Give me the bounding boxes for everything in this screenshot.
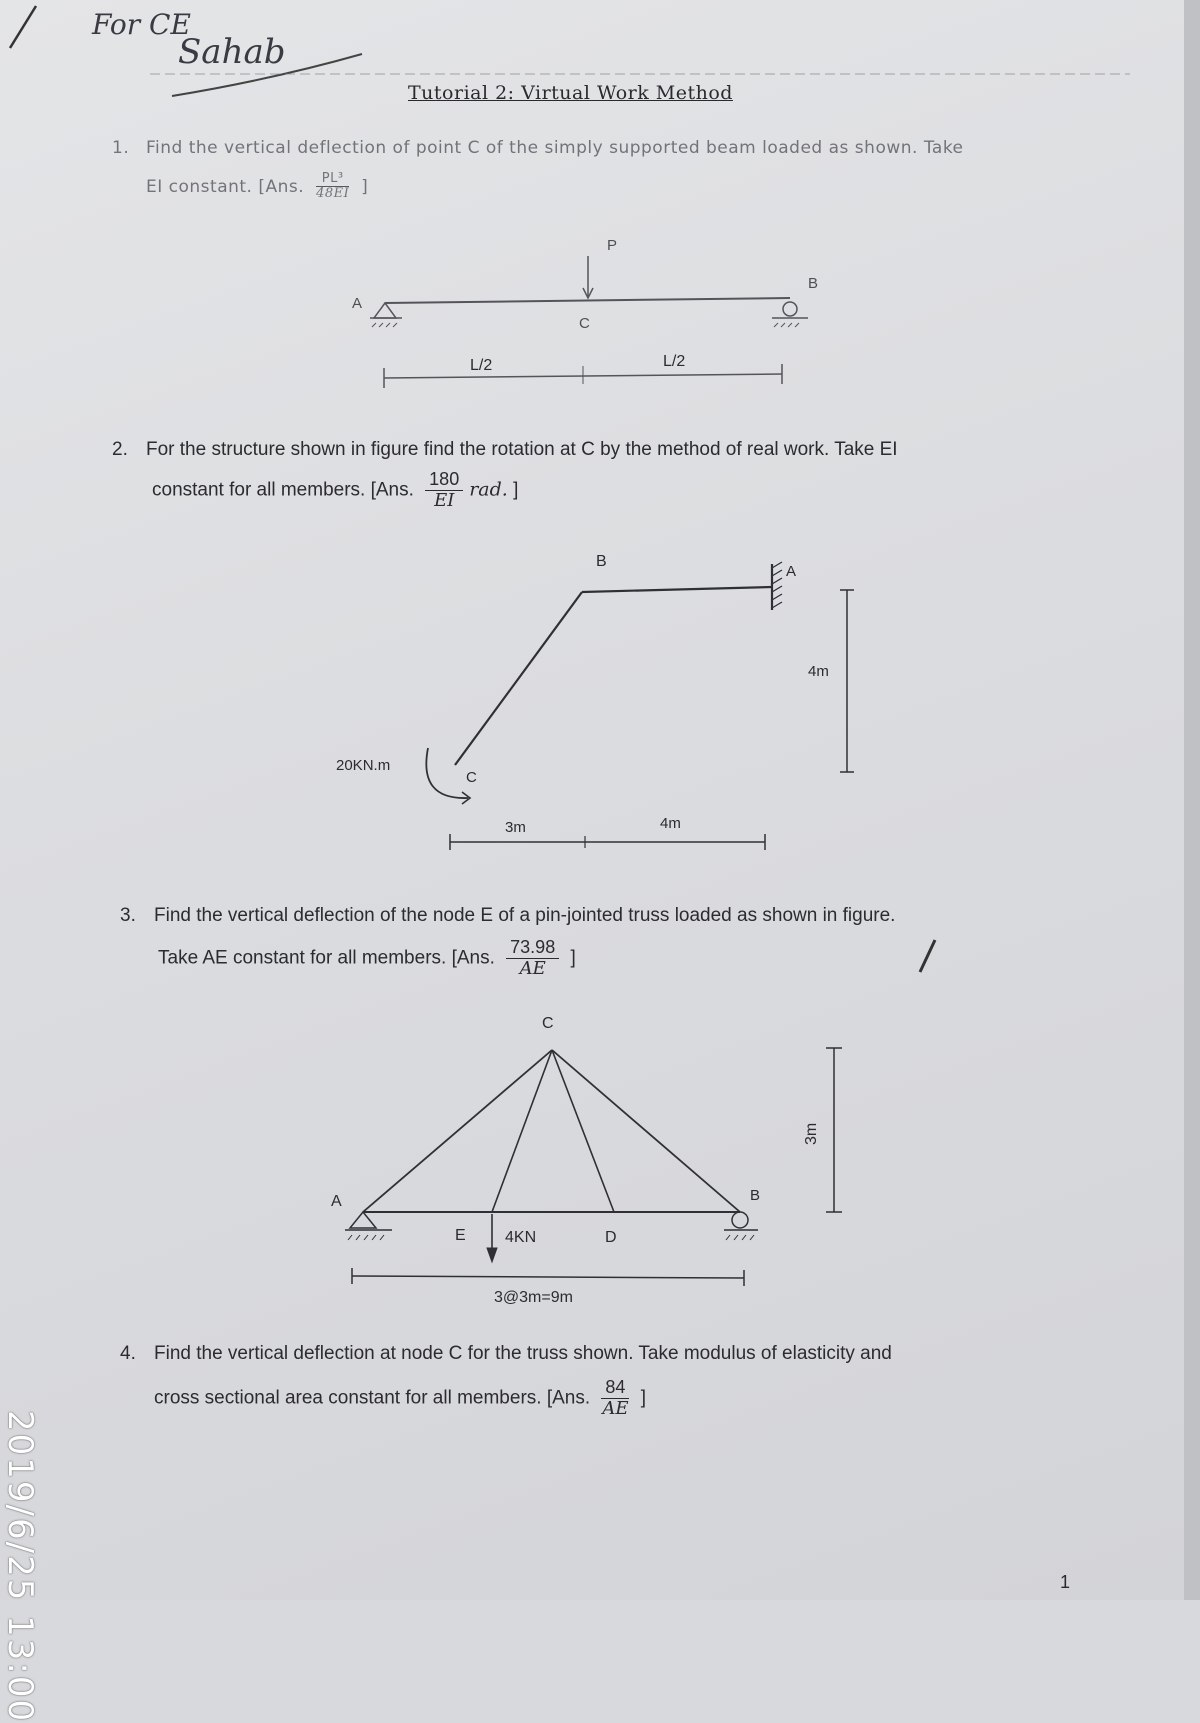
node-label-c: C xyxy=(542,1015,554,1032)
question-number: 2. xyxy=(112,439,128,460)
moment-label: 20KN.m xyxy=(336,757,391,774)
member-bc xyxy=(455,592,582,765)
node-label-e: E xyxy=(455,1227,466,1244)
dimension-span xyxy=(352,1276,744,1278)
node-label-a: A xyxy=(786,563,797,580)
span-label-right: 4m xyxy=(660,815,681,832)
member-cb xyxy=(552,1050,740,1212)
answer-suffix: ] xyxy=(570,947,576,969)
pin-support-icon xyxy=(350,1212,376,1228)
span-label-left: 3m xyxy=(505,819,526,836)
height-label: 4m xyxy=(808,663,829,680)
page-number: 1 xyxy=(1060,1572,1071,1592)
member-ba xyxy=(582,587,772,592)
pen-mark xyxy=(10,6,36,48)
photo-timestamp: 2019/6/25 13:00 xyxy=(0,1410,40,1723)
node-label-c: C xyxy=(466,769,477,786)
span-label: 3@3m=9m xyxy=(494,1289,573,1306)
question-text: For the structure shown in figure find the rotation at C by the method of real work. Take EI xyxy=(146,439,898,460)
question-text: Find the vertical deflection at node C for the truss shown. Take modulus of elasticity and xyxy=(154,1343,892,1364)
answer-suffix: ] xyxy=(640,1387,647,1409)
node-label-b: B xyxy=(750,1187,761,1204)
load-label: 4KN xyxy=(505,1229,537,1246)
signature-underline xyxy=(172,54,362,96)
answer-prefix: EI constant. [Ans. xyxy=(146,176,305,197)
answer-fraction: $\frac{84}{AE}$ xyxy=(602,1377,629,1419)
answer-unit: rad. xyxy=(469,478,508,501)
member-ac xyxy=(363,1050,552,1212)
member-ce xyxy=(492,1050,552,1212)
question-number: 1. xyxy=(112,138,130,158)
answer-prefix: cross sectional area constant for all members. [Ans. xyxy=(154,1387,591,1409)
paper-edge xyxy=(1184,0,1200,1600)
roller-support-icon xyxy=(732,1212,748,1228)
node-label-b: B xyxy=(808,275,819,292)
page-title: Tutorial 2: Virtual Work Method xyxy=(408,82,733,104)
answer-fraction: $\frac{73.98}{AE}$ xyxy=(506,938,559,979)
member-cd xyxy=(552,1050,614,1212)
figure-3-truss xyxy=(345,1048,842,1286)
question-number: 4. xyxy=(120,1343,136,1364)
span-label-left: L/2 xyxy=(470,357,493,374)
span-label-right: L/2 xyxy=(663,353,686,370)
question-text: Find the vertical deflection of the node E of a pin-jointed truss loaded as shown in figure. xyxy=(154,905,896,926)
node-label-a: A xyxy=(331,1193,342,1210)
roller-support-icon xyxy=(783,302,797,316)
node-label-b: B xyxy=(596,553,607,570)
handwritten-signature: Sahab xyxy=(178,32,286,72)
pin-support-icon xyxy=(374,303,396,318)
node-label-d: D xyxy=(605,1229,617,1246)
answer-fraction: $\frac{180}{EI}$ xyxy=(425,470,463,511)
node-label-c: C xyxy=(579,315,590,332)
beam xyxy=(385,298,790,303)
question-text: Find the vertical deflection of point C of the simply supported beam loaded as shown. Take xyxy=(146,138,964,158)
answer-prefix: Take AE constant for all members. [Ans. xyxy=(158,947,495,969)
question-number: 3. xyxy=(120,905,136,926)
handwritten-note: For CE xyxy=(92,8,191,41)
pen-stroke xyxy=(920,940,935,972)
answer-suffix: ] xyxy=(361,176,369,197)
answer-suffix: ] xyxy=(513,479,519,501)
answer-fraction: $\frac{\text{PL³}}{48EI}$ xyxy=(316,171,350,202)
height-label: 3m xyxy=(803,1122,820,1145)
answer-prefix: constant for all members. [Ans. xyxy=(152,479,414,501)
figure-2-frame xyxy=(426,562,854,850)
node-label-a: A xyxy=(352,295,363,312)
load-label: P xyxy=(607,237,618,254)
